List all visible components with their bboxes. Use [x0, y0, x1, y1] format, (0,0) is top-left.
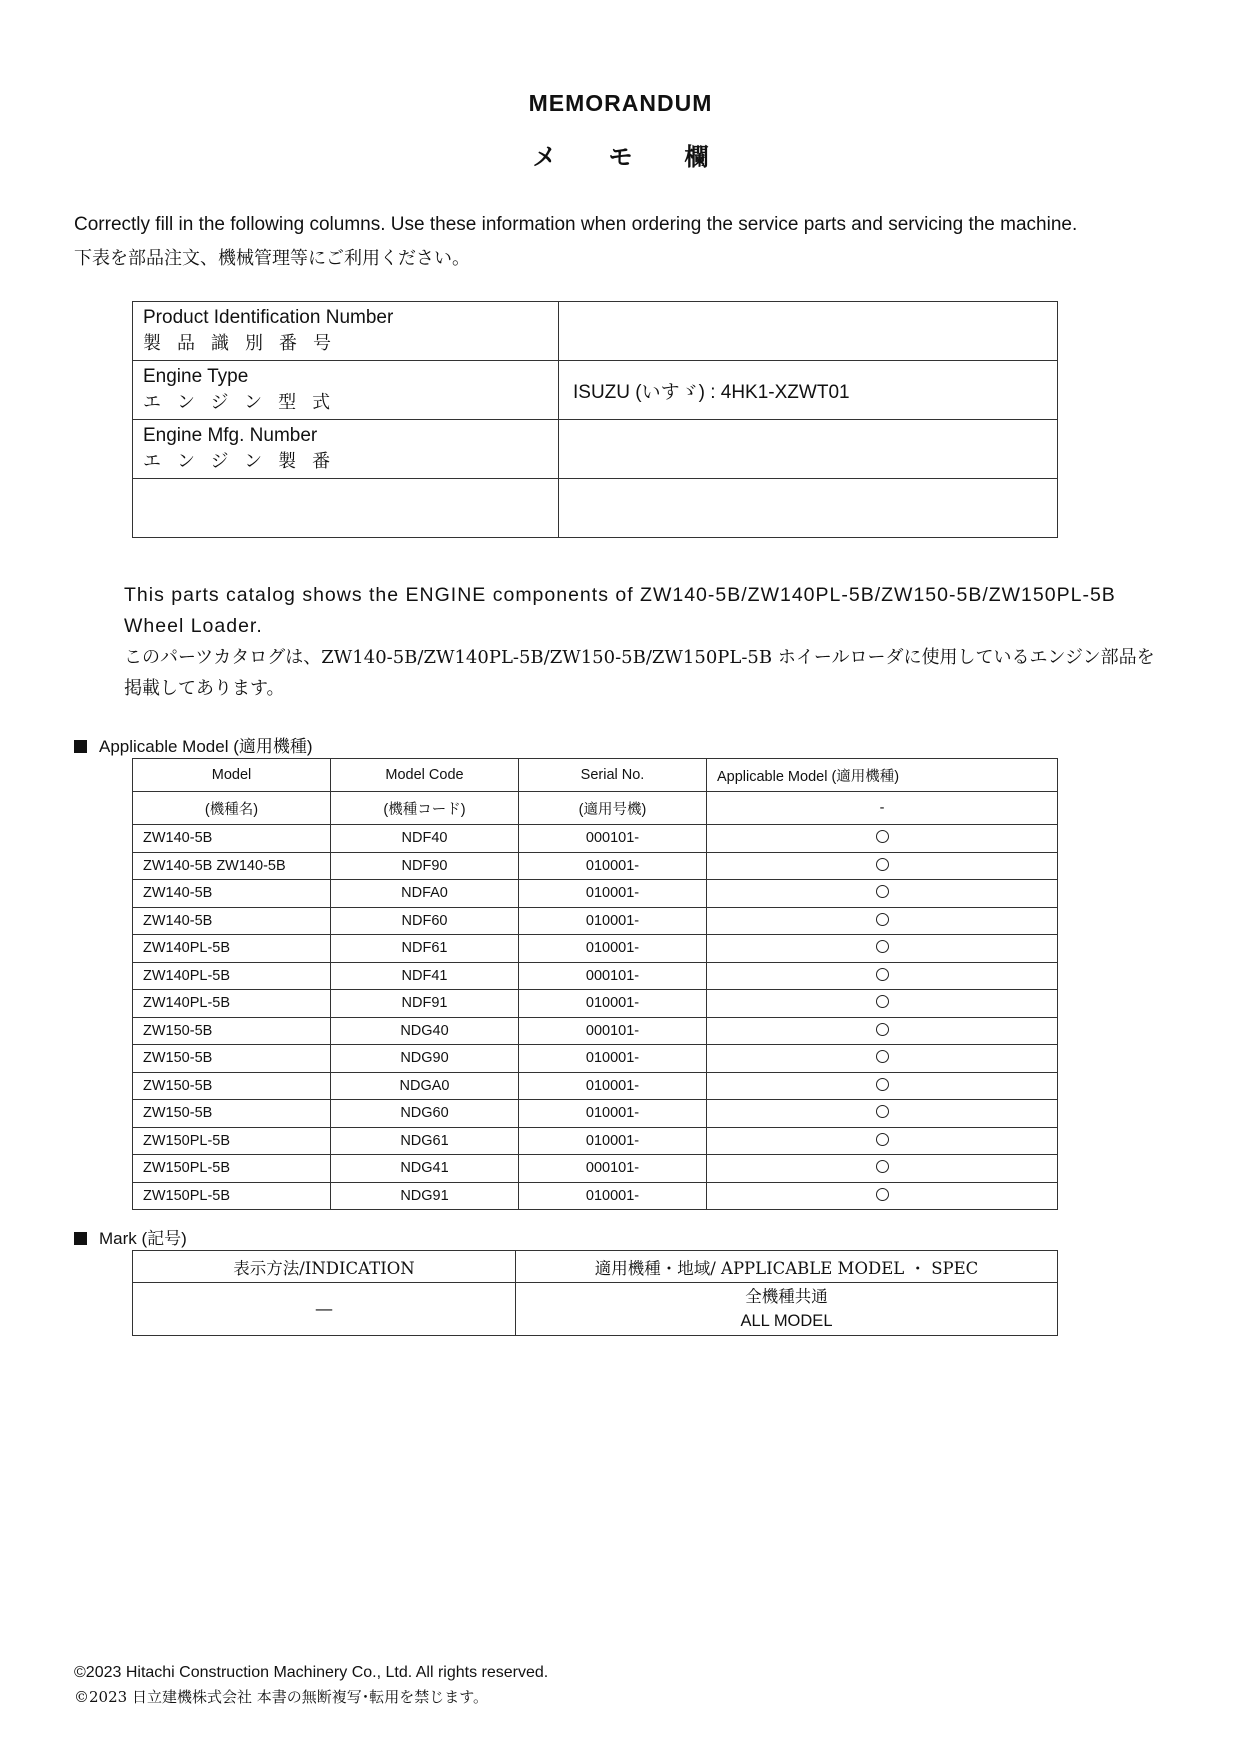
col-header-model: Model	[133, 759, 331, 792]
cell-model: ZW150PL-5B	[133, 1155, 331, 1183]
cell-applicable	[707, 962, 1058, 990]
cell-model: ZW150-5B	[133, 1072, 331, 1100]
circle-mark-icon	[876, 1050, 889, 1063]
cell-model-code: NDG60	[331, 1100, 519, 1128]
table-row	[133, 1072, 1058, 1100]
cell-applicable	[707, 935, 1058, 963]
memo-label-jp: 製品識別番号	[143, 333, 347, 354]
cell-serial: 010001-	[519, 1182, 707, 1210]
cell-model-code: NDF61	[331, 935, 519, 963]
mark-col-indication	[133, 1251, 516, 1283]
memo-label-en: Engine Type	[143, 366, 249, 387]
col-header-applicable-sub: -	[707, 792, 1058, 825]
circle-mark-icon	[876, 885, 889, 898]
cell-serial: 000101-	[519, 962, 707, 990]
cell-model-code: NDF60	[331, 907, 519, 935]
cell-applicable	[707, 1100, 1058, 1128]
cell-model: ZW150-5B	[133, 1045, 331, 1073]
circle-mark-icon	[876, 968, 889, 981]
memo-label-jp: エンジン製番	[143, 451, 347, 472]
col-header-model-code: Model Code	[331, 759, 519, 792]
memo-label-cell	[133, 361, 559, 420]
circle-mark-icon	[876, 1160, 889, 1173]
memo-value-engine-type[interactable]: ISUZU (いすゞ) : 4HK1-XZWT01	[559, 361, 1058, 420]
cell-model: ZW140PL-5B	[133, 990, 331, 1018]
cell-serial: 010001-	[519, 1072, 707, 1100]
mark-desc-en: ALL MODEL	[740, 1312, 833, 1330]
cell-model-code: NDGA0	[331, 1072, 519, 1100]
memo-label-en: Engine Mfg. Number	[143, 425, 318, 446]
circle-mark-icon	[876, 1105, 889, 1118]
cell-applicable	[707, 1155, 1058, 1183]
mark-symbol: —	[133, 1283, 516, 1336]
cell-model: ZW150PL-5B	[133, 1127, 331, 1155]
table-row	[133, 880, 1058, 908]
memo-value-product-id[interactable]	[559, 302, 1058, 361]
square-bullet-icon	[74, 740, 87, 753]
applicable-model-heading	[74, 732, 313, 757]
memo-label-en: Product Identification Number	[143, 307, 394, 328]
cell-applicable	[707, 1072, 1058, 1100]
col-header-serial-jp: (適用号機)	[519, 792, 707, 825]
circle-mark-icon	[876, 1188, 889, 1201]
circle-mark-icon	[876, 940, 889, 953]
table-row	[133, 962, 1058, 990]
memo-row	[133, 361, 1058, 420]
table-row	[133, 1127, 1058, 1155]
table-row	[133, 1155, 1058, 1183]
table-header-row	[133, 1251, 1058, 1283]
table-row	[133, 852, 1058, 880]
intro-text-en: Correctly fill in the following columns. Use these information when ordering the service parts and servicing the machine.	[74, 214, 1078, 235]
cell-serial: 000101-	[519, 1017, 707, 1045]
col-header-model-jp: (機種名)	[133, 792, 331, 825]
cell-model: ZW140-5B	[133, 907, 331, 935]
cell-applicable	[707, 990, 1058, 1018]
catalog-description-jp: このパーツカタログは、ZW140-5B/ZW140PL-5B/ZW150-5B/ZW150PL-5B ホイールローダに使用しているエンジン部品を掲載してあります。	[124, 647, 1155, 699]
page-title: MEMORANDUM	[528, 90, 713, 116]
copyright-jp: ©2023 日立建機株式会社 本書の無断複写･転用を禁じます。	[74, 1688, 489, 1706]
cell-applicable	[707, 880, 1058, 908]
page-title-jp: メモ欄	[532, 144, 761, 171]
cell-model-code: NDF90	[331, 852, 519, 880]
circle-mark-icon	[876, 1078, 889, 1091]
memo-label-cell	[133, 420, 559, 479]
memo-row	[133, 420, 1058, 479]
circle-mark-icon	[876, 913, 889, 926]
memo-row	[133, 302, 1058, 361]
table-row	[133, 1283, 1058, 1336]
cell-applicable	[707, 852, 1058, 880]
square-bullet-icon	[74, 1232, 87, 1245]
cell-serial: 000101-	[519, 825, 707, 853]
cell-model-code: NDG40	[331, 1017, 519, 1045]
table-row	[133, 1045, 1058, 1073]
col-header-applicable: Applicable Model (適用機種)	[707, 759, 1058, 792]
mark-heading	[74, 1224, 187, 1249]
catalog-description-en: This parts catalog shows the ENGINE components of ZW140-5B/ZW140PL-5B/ZW150-5B/ZW150PL-5B Wheel Loader.	[124, 584, 1116, 637]
circle-mark-icon	[876, 830, 889, 843]
cell-model: ZW150-5B	[133, 1100, 331, 1128]
cell-serial: 010001-	[519, 990, 707, 1018]
cell-applicable	[707, 1127, 1058, 1155]
table-row	[133, 1100, 1058, 1128]
col-header-model-code-jp: (機種コード)	[331, 792, 519, 825]
memo-value-engine-mfg-number[interactable]	[559, 420, 1058, 479]
mark-description	[516, 1283, 1058, 1336]
cell-model-code: NDG61	[331, 1127, 519, 1155]
cell-applicable	[707, 1045, 1058, 1073]
applicable-model-heading-text: Applicable Model (適用機種)	[99, 737, 313, 756]
mark-heading-text: Mark (記号)	[99, 1229, 187, 1248]
mark-desc-jp: 全機種共通	[745, 1287, 828, 1306]
cell-model: ZW140-5B ZW140-5B	[133, 852, 331, 880]
cell-model-code: NDF91	[331, 990, 519, 1018]
mark-col-indication-text: 表示方法/INDICATION	[233, 1258, 415, 1278]
memo-table	[132, 301, 1058, 538]
memo-label-cell-blank[interactable]	[133, 479, 559, 538]
memo-label-cell	[133, 302, 559, 361]
cell-serial: 010001-	[519, 1127, 707, 1155]
memo-label-jp: エンジン型式	[143, 392, 347, 413]
table-row	[133, 935, 1058, 963]
memo-value-blank[interactable]	[559, 479, 1058, 538]
cell-applicable	[707, 907, 1058, 935]
circle-mark-icon	[876, 1133, 889, 1146]
cell-applicable	[707, 825, 1058, 853]
circle-mark-icon	[876, 858, 889, 871]
cell-serial: 010001-	[519, 880, 707, 908]
cell-model-code: NDF40	[331, 825, 519, 853]
cell-model-code: NDG91	[331, 1182, 519, 1210]
table-row	[133, 990, 1058, 1018]
cell-serial: 010001-	[519, 907, 707, 935]
memo-row	[133, 479, 1058, 538]
cell-serial: 010001-	[519, 1045, 707, 1073]
applicable-model-table	[132, 758, 1058, 1210]
cell-serial: 010001-	[519, 852, 707, 880]
cell-serial: 010001-	[519, 1100, 707, 1128]
table-header-row	[133, 792, 1058, 825]
cell-model: ZW140-5B	[133, 880, 331, 908]
circle-mark-icon	[876, 995, 889, 1008]
cell-serial: 010001-	[519, 935, 707, 963]
col-header-serial: Serial No.	[519, 759, 707, 792]
cell-model: ZW140PL-5B	[133, 935, 331, 963]
table-row	[133, 1017, 1058, 1045]
cell-model: ZW140PL-5B	[133, 962, 331, 990]
cell-model-code: NDG90	[331, 1045, 519, 1073]
cell-model-code: NDG41	[331, 1155, 519, 1183]
circle-mark-icon	[876, 1023, 889, 1036]
copyright-en: ©2023 Hitachi Construction Machinery Co., Ltd. All rights reserved.	[74, 1664, 549, 1681]
cell-applicable	[707, 1182, 1058, 1210]
intro-text-jp: 下表を部品注文、機械管理等にご利用ください。	[74, 248, 470, 269]
table-row	[133, 907, 1058, 935]
cell-model: ZW140-5B	[133, 825, 331, 853]
cell-serial: 000101-	[519, 1155, 707, 1183]
cell-applicable	[707, 1017, 1058, 1045]
mark-table	[132, 1250, 1058, 1336]
cell-model-code: NDF41	[331, 962, 519, 990]
mark-col-applicable	[516, 1251, 1058, 1283]
table-row	[133, 825, 1058, 853]
cell-model: ZW150-5B	[133, 1017, 331, 1045]
mark-col-applicable-text: 適用機種・地域/ APPLICABLE MODEL ・ SPEC	[594, 1258, 979, 1278]
cell-model-code: NDFA0	[331, 880, 519, 908]
table-row	[133, 1182, 1058, 1210]
table-header-row	[133, 759, 1058, 792]
cell-model: ZW150PL-5B	[133, 1182, 331, 1210]
